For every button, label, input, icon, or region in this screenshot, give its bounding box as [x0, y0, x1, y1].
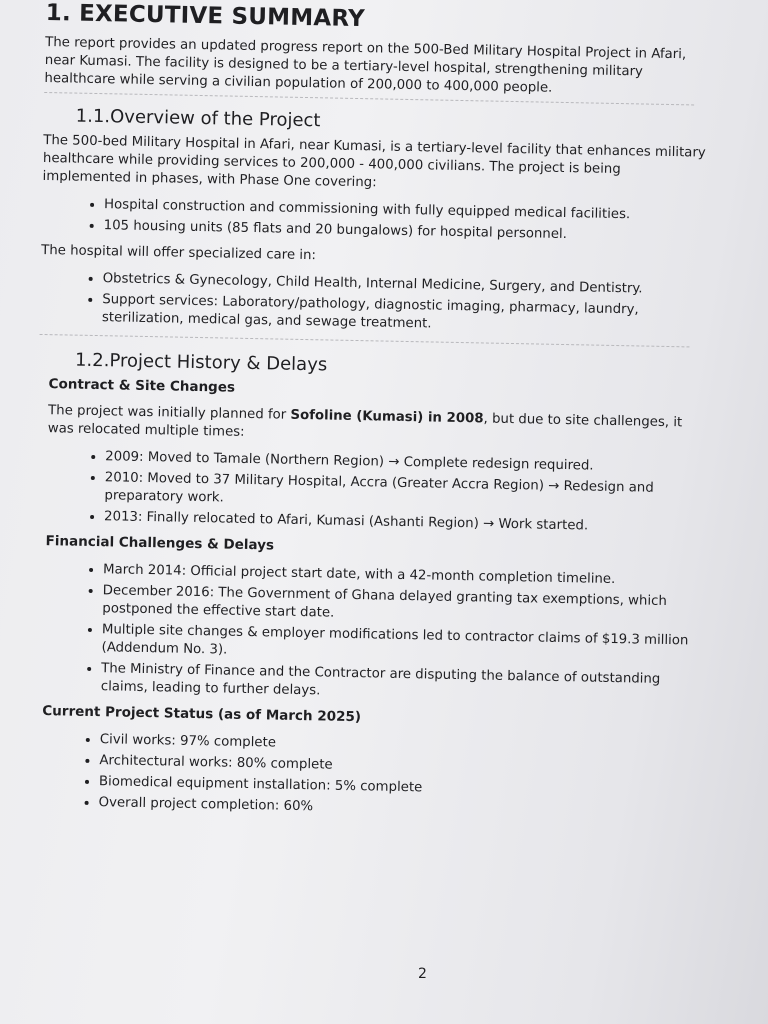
phase-list [42, 194, 713, 247]
list-item: • Biomedical equipment installation: 5% complete [99, 772, 701, 803]
list-item: • 2009: Moved to Tamale (Northern Region) → Complete redesign required. [105, 447, 707, 478]
contract-text-bold: Sofoline (Kumasi) in 2008 [290, 407, 484, 427]
list-item: • The Ministry of Finance and the Contractor are disputing the balance of outstanding claims, leading to further delays. [101, 659, 704, 708]
relocation-list [46, 446, 707, 538]
contract-text-pre: The project was initially planned for [47, 403, 291, 423]
list-item: • December 2016: The Government of Ghana delayed granting tax exemptions, which postponed the effective start date. [102, 581, 705, 630]
contract-text-post: , but due to site challenges, it was relocated multiple times: [47, 411, 683, 440]
history-section [40, 349, 709, 824]
overview-heading: 1.1.Overview of the Project [75, 105, 321, 132]
list-item: • Hospital construction and commissioning with fully equipped medical facilities. [104, 195, 712, 226]
financial-heading: Financial Challenges & Delays [45, 533, 275, 554]
intro-paragraph: The report provides an updated progress report on the 500-Bed Military Hospital Project in Afari, near Kumasi. The facility is designed to be a tertiary-level hospital, strengthening military healthcare while serving a civilian population of 200,000 to 400,000 people. [44, 34, 687, 96]
financial-list [43, 559, 705, 708]
list-item: • 105 housing units (85 flats and 20 bungalows) for hospital personnel. [103, 216, 711, 247]
page-title: 1. EXECUTIVE SUMMARY [45, 0, 366, 33]
list-item: • Architectural works: 80% complete [99, 751, 701, 782]
care-intro: The hospital will offer specialized care in: [41, 242, 317, 264]
list-item: • March 2014: Official project start date, with a 42-month completion timeline. [103, 560, 705, 591]
contract-heading: Contract & Site Changes [48, 376, 236, 396]
list-item: • Support services: Laboratory/pathology, diagnostic imaging, pharmacy, laundry, sterilization, medical gas, and sewage treatment. [102, 290, 711, 339]
status-list [40, 729, 701, 824]
overview-paragraph: The 500-bed Military Hospital in Afari, near Kumasi, is a tertiary-level facility that enhances military healthcare while providing services to 200,000 - 400,000 civilians. The project is being implemented in phases, with Phase One covering: [42, 132, 706, 191]
status-heading: Current Project Status (as of March 2025) [42, 703, 362, 726]
care-list [40, 268, 711, 339]
list-item: • Obstetrics & Gynecology, Child Health, Internal Medicine, Surgery, and Dentistry. [102, 269, 710, 300]
list-item: • Multiple site changes & employer modifications led to contractor claims of $19.3 million (Addendum No. 3). [101, 620, 704, 669]
page-content [30, 0, 716, 832]
list-item: • 2013: Finally relocated to Afari, Kumasi (Ashanti Region) → Work started. [104, 507, 706, 538]
list-item: • Overall project completion: 60% [98, 793, 700, 824]
list-item: • Civil works: 97% complete [100, 730, 702, 761]
list-item: • 2010: Moved to 37 Military Hospital, Accra (Greater Accra Region) → Redesign and preparatory work. [104, 468, 707, 517]
page-number: 2 [418, 966, 427, 982]
history-heading: 1.2.Project History & Delays [74, 349, 328, 376]
contract-paragraph [48, 402, 709, 451]
